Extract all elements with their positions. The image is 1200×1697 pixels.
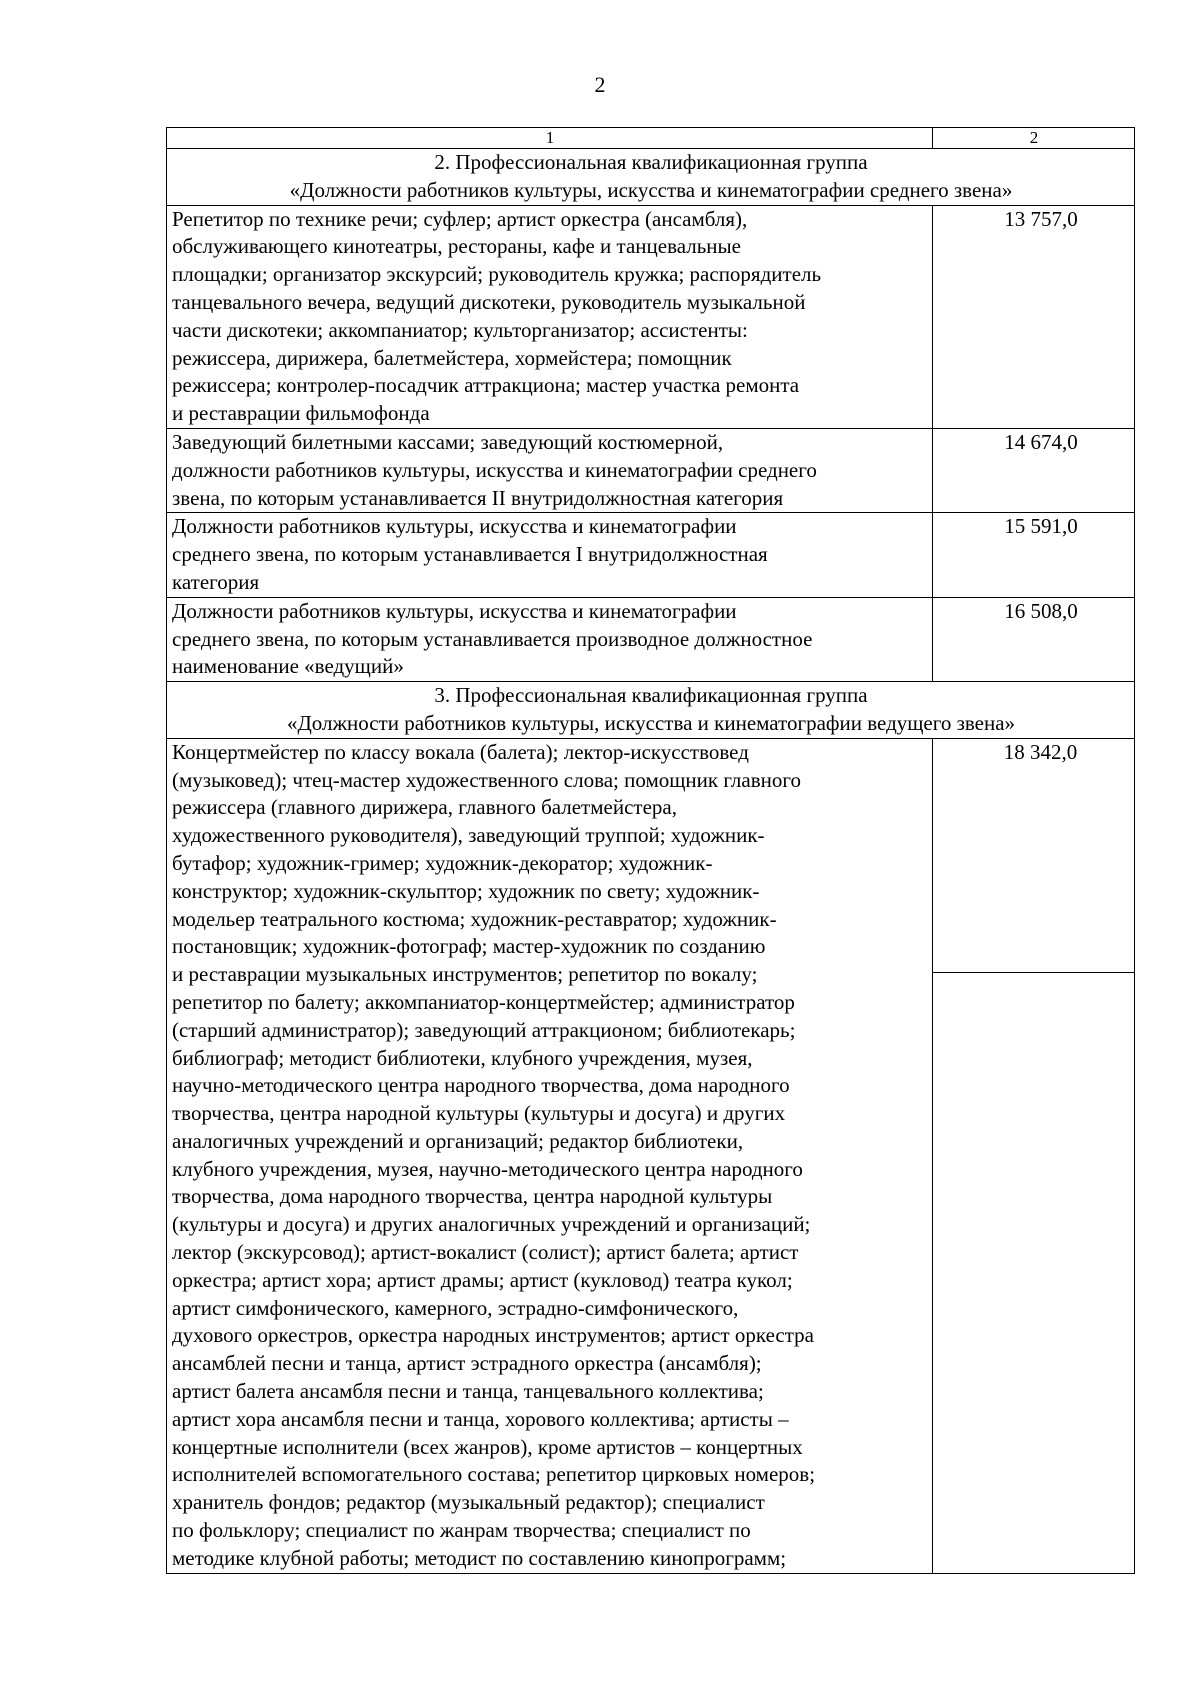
table-row	[167, 428, 1135, 512]
position-list-cell	[167, 205, 933, 428]
table-row	[167, 205, 1135, 428]
text-line: площадки; организатор экскурсий; руководитель кружка; распорядитель	[172, 262, 822, 287]
position-list-cell	[167, 738, 933, 1573]
text-line: звена, по которым устанавливается II внутридолжностная категория	[172, 485, 784, 510]
salary-value-cell	[933, 597, 1135, 681]
text-line: (музыковед); чтец-мастер художественного слова; помощник главного	[172, 767, 801, 792]
text-line: постановщик; художник-фотограф; мастер-художник по созданию	[172, 934, 766, 959]
text-line: категория	[172, 569, 260, 594]
text-line: художественного руководителя), заведующий труппой; художник-	[172, 823, 765, 848]
text-line: среднего звена, по которым устанавливается производное должностное	[172, 626, 813, 651]
text-line: конструктор; художник-скульптор; художник по свету; художник-	[172, 878, 760, 903]
text-line: танцевального вечера, ведущий дискотеки, руководитель музыкальной	[172, 289, 806, 314]
salary-value: 16 508,0	[1004, 598, 1078, 623]
text-line: хранитель фондов; редактор (музыкальный редактор); специалист	[172, 1490, 765, 1515]
text-line: обслуживающего кинотеатры, рестораны, кафе и танцевальные	[172, 234, 741, 259]
group-header-row	[167, 682, 1135, 739]
text-line: Должности работников культуры, искусства и кинематографии	[172, 514, 737, 539]
salary-value: 14 674,0	[1004, 429, 1078, 454]
position-list-cell	[167, 597, 933, 681]
text-line: среднего звена, по которым устанавливается I внутридолжностная	[172, 542, 768, 567]
column-header-2: 2	[933, 128, 1135, 149]
salary-value: 13 757,0	[1004, 206, 1078, 231]
salary-value: 15 591,0	[1004, 514, 1078, 539]
text-line: Репетитор по технике речи; суфлер; артист оркестра (ансамбля),	[172, 206, 748, 231]
position-list-cell	[167, 513, 933, 597]
table-row	[167, 597, 1135, 681]
text-line: и реставрации музыкальных инструментов; репетитор по вокалу;	[172, 962, 758, 987]
group-title	[167, 149, 1135, 206]
text-line: режиссера, дирижера, балетмейстера, хормейстера; помощник	[172, 345, 732, 370]
text-line: клубного учреждения, музея, научно-методического центра народного	[172, 1156, 803, 1181]
column-header-1: 1	[167, 128, 933, 149]
text-line: артист симфонического, камерного, эстрадно-симфонического,	[172, 1295, 739, 1320]
text-line: модельер театрального костюма; художник-реставратор; художник-	[172, 906, 777, 931]
salary-value-box	[933, 739, 1134, 973]
position-list-cell	[167, 428, 933, 512]
text-line: и реставрации фильмофонда	[172, 401, 430, 426]
salary-value: 18 342,0	[1003, 739, 1078, 764]
text-line: Концертмейстер по классу вокала (балета); лектор-искусствовед	[172, 739, 749, 764]
group-header-row	[167, 149, 1135, 206]
text-line: режиссера; контролер-посадчик аттракциона; мастер участка ремонта	[172, 373, 800, 398]
text-line: научно-методического центра народного творчества, дома народного	[172, 1073, 790, 1098]
text-line: лектор (экскурсовод); артист-вокалист (солист); артист балета; артист	[172, 1240, 799, 1265]
group-name-title: «Должности работников культуры, искусства и кинематографии среднего звена»	[289, 177, 1013, 202]
text-line: библиограф; методист библиотеки, клубного учреждения, музея,	[172, 1045, 753, 1070]
salary-value-cell	[933, 205, 1135, 428]
text-line: Заведующий билетными кассами; заведующий костюмерной,	[172, 429, 724, 454]
salary-value-cell	[933, 513, 1135, 597]
group-title	[167, 682, 1135, 739]
text-line: части дискотеки; аккомпаниатор; культорганизатор; ассистенты:	[172, 317, 748, 342]
text-line: оркестра; артист хора; артист драмы; артист (кукловод) театра кукол;	[172, 1267, 793, 1292]
text-line: режиссера (главного дирижера, главного балетмейстера,	[172, 795, 677, 820]
group-number-title: 2. Профессиональная квалификационная группа	[434, 150, 868, 174]
text-line: должности работников культуры, искусства и кинематографии среднего	[172, 457, 817, 482]
text-line: по фольклору; специалист по жанрам творчества; специалист по	[172, 1518, 751, 1543]
text-line: Должности работников культуры, искусства и кинематографии	[172, 598, 737, 623]
table-row	[167, 513, 1135, 597]
salary-value-cell	[933, 428, 1135, 512]
column-header-row	[167, 128, 1135, 149]
text-line: методике клубной работы; методист по составлению кинопрограмм;	[172, 1545, 787, 1570]
text-line: (старший администратор); заведующий аттракционом; библиотекарь;	[172, 1017, 796, 1042]
text-line: ансамблей песни и танца, артист эстрадного оркестра (ансамбля);	[172, 1351, 762, 1376]
text-line: артист балета ансамбля песни и танца, танцевального коллектива;	[172, 1379, 764, 1404]
text-line: репетитор по балету; аккомпаниатор-концертмейстер; администратор	[172, 989, 795, 1014]
group-number-title: 3. Профессиональная квалификационная группа	[434, 683, 868, 708]
text-line: наименование «ведущий»	[172, 654, 404, 679]
text-line: (культуры и досуга) и других аналогичных учреждений и организаций;	[172, 1212, 811, 1237]
table-row	[167, 738, 1135, 1573]
text-line: концертные исполнители (всех жанров), кроме артистов – концертных	[172, 1434, 803, 1459]
text-line: артист хора ансамбля песни и танца, хорового коллектива; артисты –	[172, 1406, 789, 1431]
group-name-title: «Должности работников культуры, искусства и кинематографии ведущего звена»	[286, 710, 1016, 735]
text-line: бутафор; художник-гример; художник-декоратор; художник-	[172, 850, 713, 875]
text-line: исполнителей вспомогательного состава; репетитор цирковых номеров;	[172, 1462, 816, 1487]
text-line: духового оркестров, оркестра народных инструментов; артист оркестра	[172, 1323, 815, 1348]
text-line: творчества, дома народного творчества, центра народной культуры	[172, 1184, 773, 1209]
text-line: творчества, центра народной культуры (культуры и досуга) и других	[172, 1101, 786, 1126]
salary-table	[166, 127, 1135, 1574]
page-number: 2	[594, 72, 606, 97]
salary-value-cell	[933, 738, 1135, 1573]
text-line: аналогичных учреждений и организаций; редактор библиотеки,	[172, 1128, 744, 1153]
